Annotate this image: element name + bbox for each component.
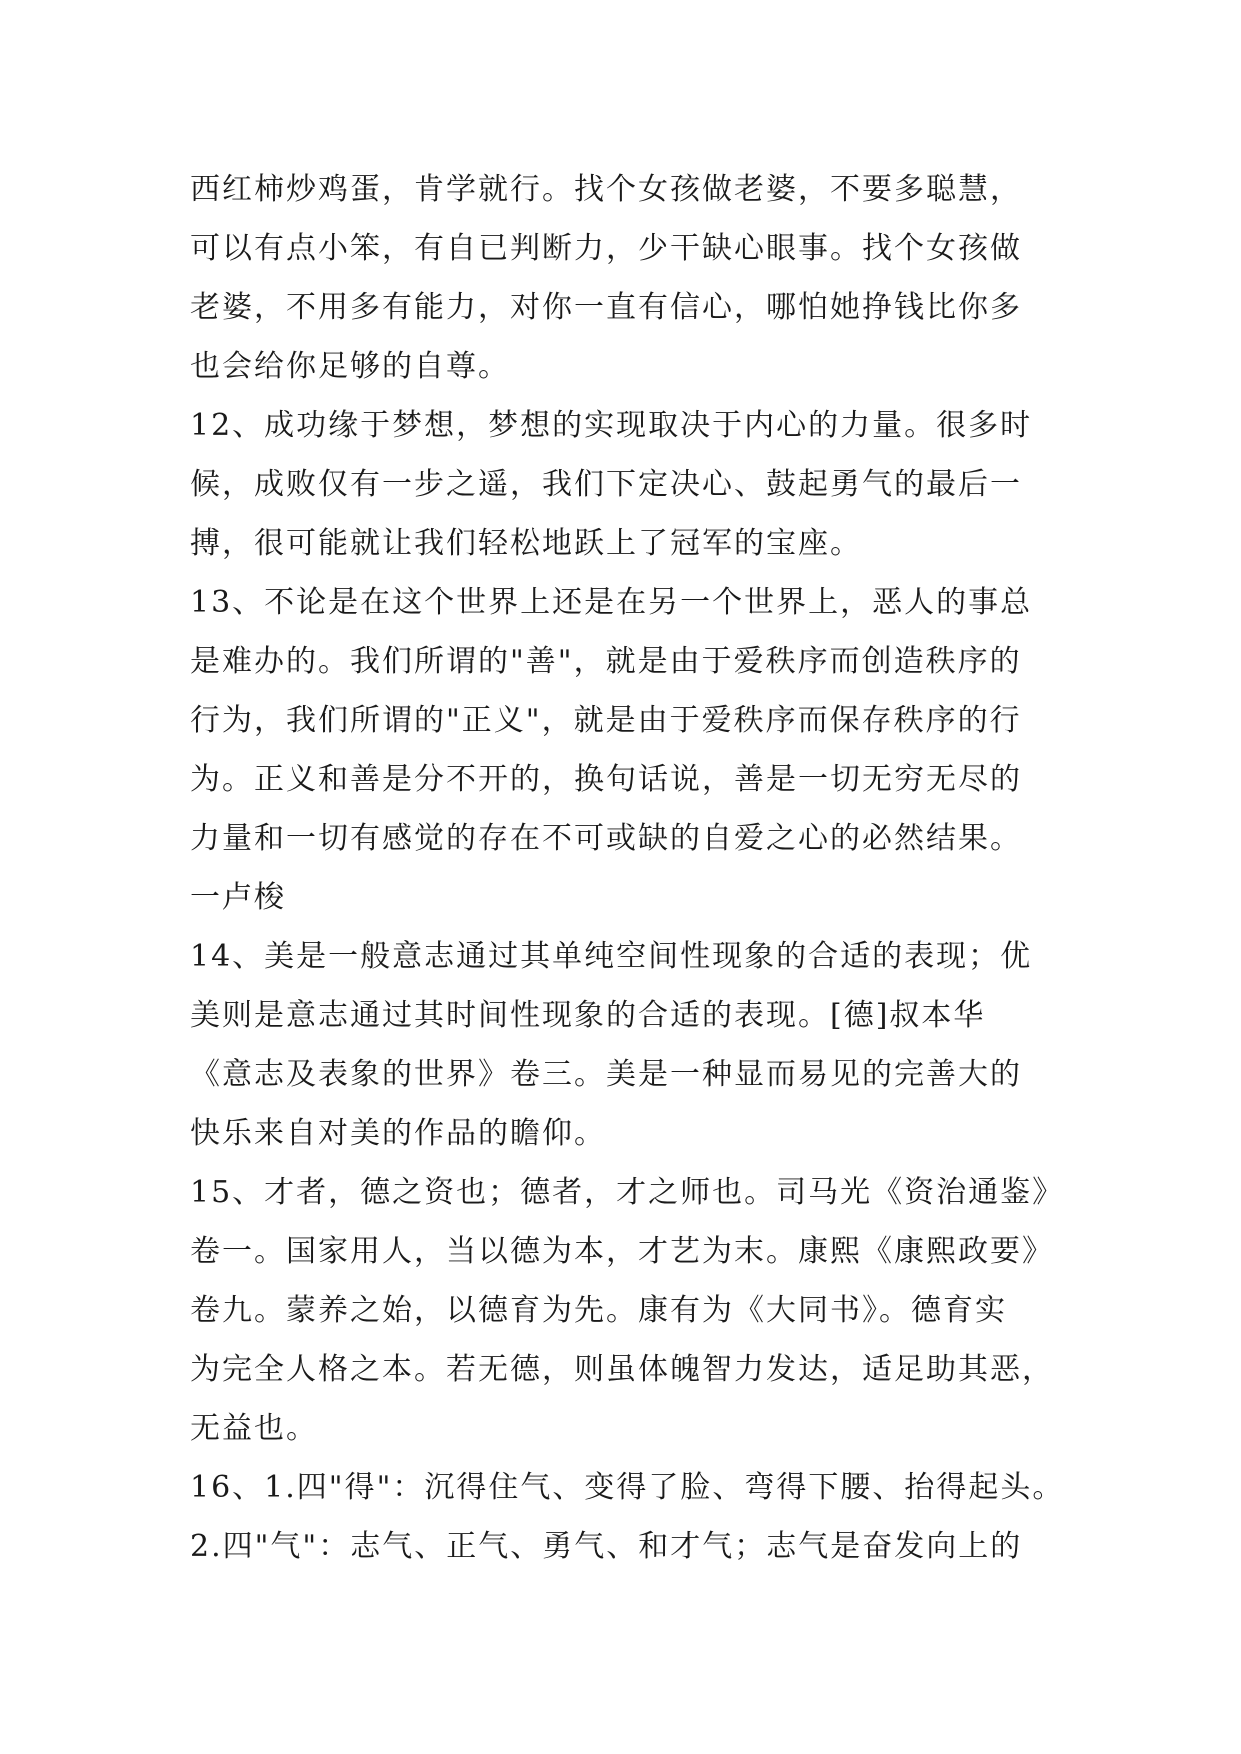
text-line: 可以有点小笨，有自已判断力，少干缺心眼事。找个女孩做 [190, 231, 1022, 266]
text-line: 力量和一切有感觉的存在不可或缺的自爱之心的必然结果。 [190, 821, 1022, 856]
text-line: 15、才者，德之资也；德者，才之师也。司马光《资治通鉴》 [190, 1175, 1065, 1210]
text-line: 行为，我们所谓的"正义"，就是由于爱秩序而保存秩序的行 [190, 703, 1022, 738]
text-line: 老婆，不用多有能力，对你一直有信心，哪怕她挣钱比你多 [190, 290, 1022, 325]
text-line: 快乐来自对美的作品的瞻仰。 [190, 1116, 606, 1151]
text-line: 13、不论是在这个世界上还是在另一个世界上，恶人的事总 [190, 585, 1033, 620]
text-line: 搏，很可能就让我们轻松地跃上了冠军的宝座。 [190, 526, 862, 561]
text-line: 卷一。国家用人，当以德为本，才艺为末。康熙《康熙政要》 [190, 1234, 1054, 1269]
text-line: 也会给你足够的自尊。 [190, 349, 510, 384]
text-line: 为。正义和善是分不开的，换句话说，善是一切无穷无尽的 [190, 762, 1022, 797]
text-line: 卷九。蒙养之始，以德育为先。康有为《大同书》。德育实 [190, 1293, 1007, 1328]
text-line: 2.四"气"：志气、正气、勇气、和才气；志气是奋发向上的 [190, 1529, 1023, 1564]
text-line: 一卢梭 [190, 880, 286, 915]
text-line: 为完全人格之本。若无德，则虽体魄智力发达，适足助其恶， [190, 1352, 1054, 1387]
text-line: 美则是意志通过其时间性现象的合适的表现。[德]叔本华 [190, 998, 986, 1033]
body-text [190, 160, 1070, 1576]
text-line: 无益也。 [190, 1411, 318, 1446]
text-line: 候，成败仅有一步之遥，我们下定决心、鼓起勇气的最后一 [190, 467, 1022, 502]
text-line: 《意志及表象的世界》卷三。美是一种显而易见的完善大的 [190, 1057, 1022, 1092]
text-line: 16、1.四"得"：沉得住气、变得了脸、弯得下腰、抬得起头。 [190, 1470, 1065, 1505]
text-line: 14、美是一般意志通过其单纯空间性现象的合适的表现；优 [190, 939, 1033, 974]
text-line: 12、成功缘于梦想，梦想的实现取决于内心的力量。很多时 [190, 408, 1033, 443]
text-line: 西红柿炒鸡蛋，肯学就行。找个女孩做老婆，不要多聪慧， [190, 172, 1022, 207]
text-line: 是难办的。我们所谓的"善"，就是由于爱秩序而创造秩序的 [190, 644, 1022, 679]
